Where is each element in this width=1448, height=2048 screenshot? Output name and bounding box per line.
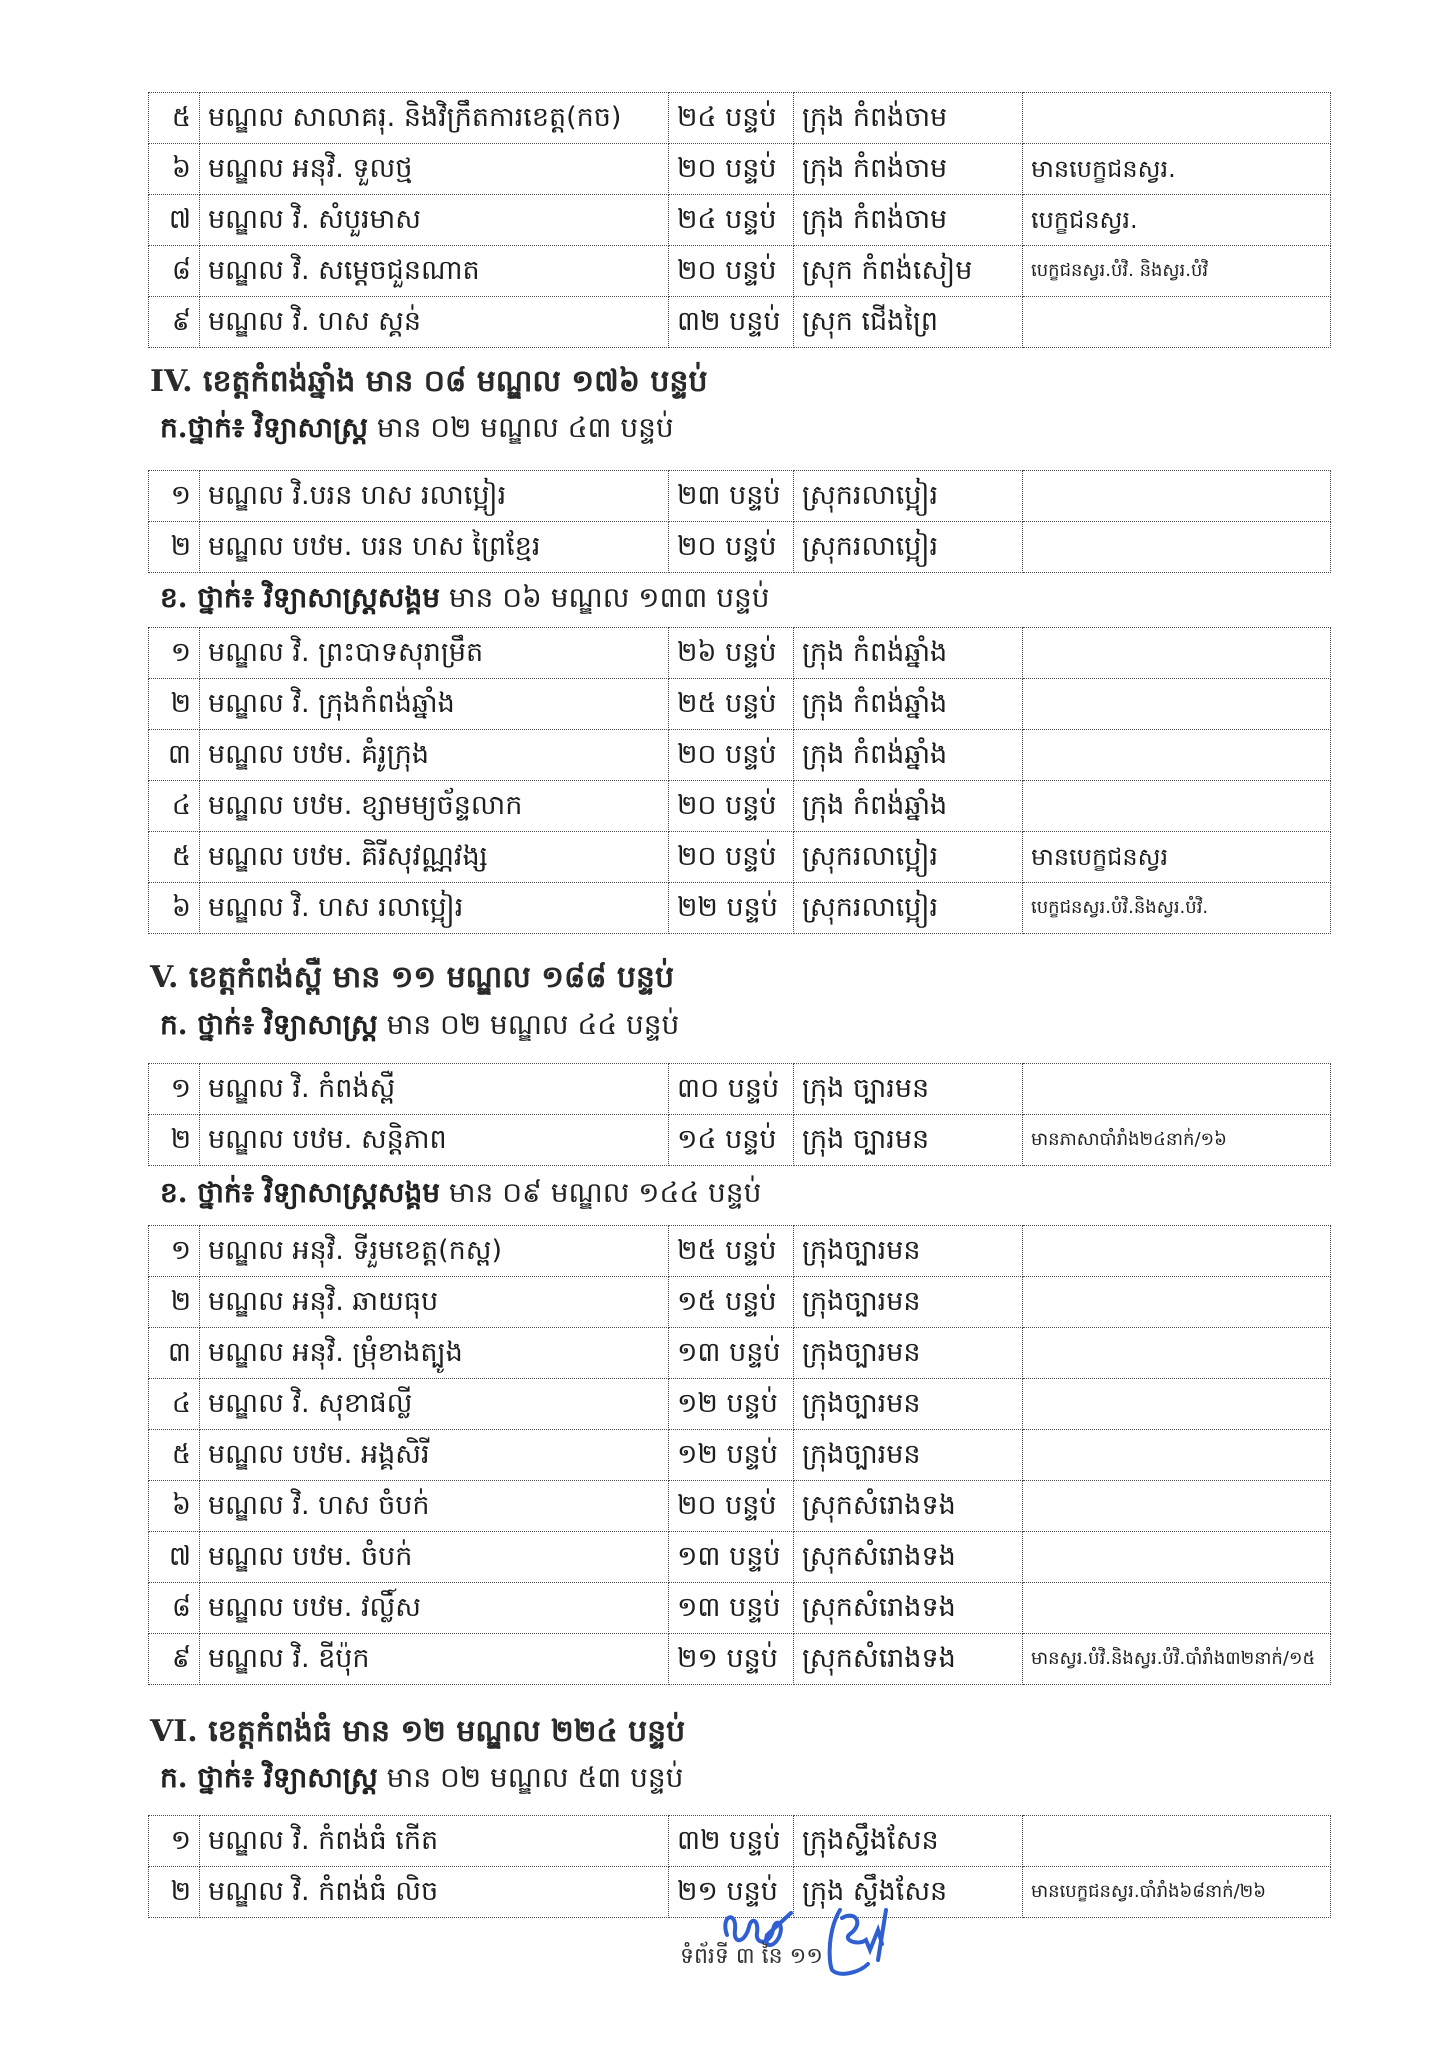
centers-table-kampong-cham bbox=[148, 92, 1331, 348]
location: ស្រុក កំពង់សៀម bbox=[794, 246, 1023, 297]
center-name: មណ្ឌល អនុវិ. ឆាយធុប bbox=[200, 1277, 669, 1328]
row-number: ៣ bbox=[149, 1328, 200, 1379]
row-number: ២ bbox=[149, 679, 200, 730]
center-name: មណ្ឌល វិ. កំពង់ធំ កើត bbox=[200, 1816, 669, 1867]
table-row bbox=[149, 1064, 1331, 1115]
room-count: ១៣ បន្ទប់ bbox=[669, 1583, 794, 1634]
note bbox=[1023, 1328, 1331, 1379]
center-name: មណ្ឌល អនុវិ. ទួលថ្ម bbox=[200, 144, 669, 195]
room-count: ២៤ បន្ទប់ bbox=[669, 93, 794, 144]
subheading-summary: មាន ០២ មណ្ឌល ៤៣ បន្ទប់ bbox=[368, 411, 674, 444]
table-row bbox=[149, 883, 1331, 934]
room-count: ២០ បន្ទប់ bbox=[669, 1481, 794, 1532]
row-number: ៣ bbox=[149, 730, 200, 781]
center-name: មណ្ឌល អនុវិ. ទីរួមខេត្ត(កស្ព) bbox=[200, 1226, 669, 1277]
table-row bbox=[149, 1115, 1331, 1166]
center-name: មណ្ឌល វិ. ព្រះបាទសុរាម្រឹត bbox=[200, 628, 669, 679]
row-number: ៩ bbox=[149, 1634, 200, 1685]
location: ស្រុករលាប្អៀរ bbox=[794, 832, 1023, 883]
room-count: ៣២ បន្ទប់ bbox=[669, 297, 794, 348]
row-number: ១ bbox=[149, 1226, 200, 1277]
room-count: ២០ បន្ទប់ bbox=[669, 144, 794, 195]
row-number: ៩ bbox=[149, 297, 200, 348]
room-count: ២៥ បន្ទប់ bbox=[669, 679, 794, 730]
row-number: ៨ bbox=[149, 1583, 200, 1634]
room-count: ២០ បន្ទប់ bbox=[669, 781, 794, 832]
center-name: មណ្ឌល វិ. ហស រលាប្អៀរ bbox=[200, 883, 669, 934]
centers-table-kampong-chhnang-social bbox=[148, 627, 1331, 934]
subheading-science bbox=[160, 1760, 683, 1801]
table-row bbox=[149, 1328, 1331, 1379]
table-row bbox=[149, 832, 1331, 883]
subheading-social-science bbox=[160, 580, 770, 621]
room-count: ១៣ បន្ទប់ bbox=[669, 1328, 794, 1379]
room-count: ២០ បន្ទប់ bbox=[669, 832, 794, 883]
table-row bbox=[149, 246, 1331, 297]
center-name: មណ្ឌល វិ. កំពង់ធំ លិច bbox=[200, 1867, 669, 1918]
center-name: មណ្ឌល បឋម. គិរីសុវណ្ណវង្ស bbox=[200, 832, 669, 883]
note bbox=[1023, 1277, 1331, 1328]
note bbox=[1023, 1379, 1331, 1430]
room-count: ១៥ បន្ទប់ bbox=[669, 1277, 794, 1328]
location: ស្រុករលាប្អៀរ bbox=[794, 471, 1023, 522]
note bbox=[1023, 1226, 1331, 1277]
note: បេក្ខជនស្វរ.បំវិ. និងស្វរ.បំវិ bbox=[1023, 246, 1331, 297]
subheading-label: ខ. ថ្នាក់៖ វិទ្យាសាស្ត្រសង្គម bbox=[160, 581, 440, 614]
row-number: ១ bbox=[149, 471, 200, 522]
row-number: ៦ bbox=[149, 883, 200, 934]
subheading-summary: មាន ០២ មណ្ឌល ៥៣ បន្ទប់ bbox=[377, 1761, 684, 1794]
subheading-summary: មាន ០២ មណ្ឌល ៤៤ បន្ទប់ bbox=[377, 1008, 680, 1041]
center-name: មណ្ឌល បឋម. វល្លិ៍ស bbox=[200, 1583, 669, 1634]
center-name: មណ្ឌល បឋម. សន្តិភាព bbox=[200, 1115, 669, 1166]
center-name: មណ្ឌល បឋម. បរន ហស ព្រៃខ្មែរ bbox=[200, 522, 669, 573]
table-row bbox=[149, 1583, 1331, 1634]
room-count: ២០ បន្ទប់ bbox=[669, 730, 794, 781]
center-name: មណ្ឌល វិ. ក្រុងកំពង់ឆ្នាំង bbox=[200, 679, 669, 730]
location: ស្រុកសំរោងទង bbox=[794, 1634, 1023, 1685]
signature-initials-right-icon bbox=[820, 1900, 900, 1980]
table-row bbox=[149, 628, 1331, 679]
location: ក្រុង កំពង់ឆ្នាំង bbox=[794, 679, 1023, 730]
note bbox=[1023, 297, 1331, 348]
note bbox=[1023, 522, 1331, 573]
note bbox=[1023, 471, 1331, 522]
note bbox=[1023, 730, 1331, 781]
room-count: ២៦ បន្ទប់ bbox=[669, 628, 794, 679]
room-count: ៣០ បន្ទប់ bbox=[669, 1064, 794, 1115]
note bbox=[1023, 1064, 1331, 1115]
table-row bbox=[149, 1816, 1331, 1867]
location: ក្រុងច្បារមន bbox=[794, 1328, 1023, 1379]
row-number: ៨ bbox=[149, 246, 200, 297]
note: បេក្ខជនស្វរ. bbox=[1023, 195, 1331, 246]
subheading-label: ខ. ថ្នាក់៖ វិទ្យាសាស្ត្រសង្គម bbox=[160, 1176, 440, 1209]
row-number: ៥ bbox=[149, 1430, 200, 1481]
room-count: ១២ បន្ទប់ bbox=[669, 1379, 794, 1430]
room-count: ២០ បន្ទប់ bbox=[669, 246, 794, 297]
location: ស្រុករលាប្អៀរ bbox=[794, 883, 1023, 934]
row-number: ៧ bbox=[149, 195, 200, 246]
center-name: មណ្ឌល វិ. សំបួរមាស bbox=[200, 195, 669, 246]
note: មានបេក្ខជនស្វរ. bbox=[1023, 144, 1331, 195]
location: ក្រុងស្ទឹងសែន bbox=[794, 1816, 1023, 1867]
note: មានបេក្ខជនស្វរ.បាំរាំង៦៨នាក់/២៦ bbox=[1023, 1867, 1331, 1918]
room-count: ២២ បន្ទប់ bbox=[669, 883, 794, 934]
row-number: ៤ bbox=[149, 781, 200, 832]
table-row bbox=[149, 93, 1331, 144]
location: ក្រុង ច្បារមន bbox=[794, 1064, 1023, 1115]
location: ក្រុង កំពង់ចាម bbox=[794, 93, 1023, 144]
section-heading-kampong-speu: V. ខេត្តកំពង់ស្ពឺ មាន ១១ មណ្ឌល ១៨៨ បន្ទប់ bbox=[150, 960, 675, 995]
row-number: ២ bbox=[149, 522, 200, 573]
room-count: ២០ បន្ទប់ bbox=[669, 522, 794, 573]
center-name: មណ្ឌល បឋម. ចំបក់ bbox=[200, 1532, 669, 1583]
note bbox=[1023, 1583, 1331, 1634]
location: ក្រុងច្បារមន bbox=[794, 1430, 1023, 1481]
table-row bbox=[149, 1379, 1331, 1430]
row-number: ៦ bbox=[149, 1481, 200, 1532]
room-count: ១៤ បន្ទប់ bbox=[669, 1115, 794, 1166]
center-name: មណ្ឌល បឋម. អង្គសិរី bbox=[200, 1430, 669, 1481]
table-row bbox=[149, 1532, 1331, 1583]
note: មានភាសាបាំរាំង២៤នាក់/១៦ bbox=[1023, 1115, 1331, 1166]
subheading-summary: មាន ០៦ មណ្ឌល ១៣៣ បន្ទប់ bbox=[440, 581, 770, 614]
table-row bbox=[149, 1481, 1331, 1532]
table-row bbox=[149, 1277, 1331, 1328]
subheading-social-science bbox=[160, 1175, 761, 1216]
location: ក្រុងច្បារមន bbox=[794, 1226, 1023, 1277]
row-number: ៥ bbox=[149, 832, 200, 883]
location: ក្រុង កំពង់ឆ្នាំង bbox=[794, 781, 1023, 832]
center-name: មណ្ឌល អនុវិ. ម្រុំខាងត្បូង bbox=[200, 1328, 669, 1379]
room-count: ២១ បន្ទប់ bbox=[669, 1634, 794, 1685]
note bbox=[1023, 1481, 1331, 1532]
note bbox=[1023, 1430, 1331, 1481]
table-row bbox=[149, 471, 1331, 522]
room-count: ៣២ បន្ទប់ bbox=[669, 1816, 794, 1867]
note: បេក្ខជនស្វរ.បំវិ.និងស្វរ.បំវិ. bbox=[1023, 883, 1331, 934]
table-row bbox=[149, 1634, 1331, 1685]
subheading-label: ក. ថ្នាក់៖ វិទ្យាសាស្ត្រ bbox=[160, 1008, 378, 1041]
note bbox=[1023, 1816, 1331, 1867]
center-name: មណ្ឌល វិ. សុខាផល្លី bbox=[200, 1379, 669, 1430]
subheading-label: ក. ថ្នាក់៖ វិទ្យាសាស្ត្រ bbox=[160, 1761, 378, 1794]
subheading-label: ក.ថ្នាក់៖ វិទ្យាសាស្ត្រ bbox=[160, 411, 369, 444]
center-name: មណ្ឌល បឋម. ខ្សាមម្យច័ន្ទលាក bbox=[200, 781, 669, 832]
table-row bbox=[149, 297, 1331, 348]
row-number: ២ bbox=[149, 1867, 200, 1918]
location: ក្រុងច្បារមន bbox=[794, 1379, 1023, 1430]
note bbox=[1023, 628, 1331, 679]
table-row bbox=[149, 195, 1331, 246]
row-number: ៤ bbox=[149, 1379, 200, 1430]
row-number: ១ bbox=[149, 628, 200, 679]
location: ស្រុករលាប្អៀរ bbox=[794, 522, 1023, 573]
row-number: ៧ bbox=[149, 1532, 200, 1583]
location: ស្រុកសំរោងទង bbox=[794, 1481, 1023, 1532]
table-row bbox=[149, 1430, 1331, 1481]
row-number: ១ bbox=[149, 1064, 200, 1115]
room-count: ១៣ បន្ទប់ bbox=[669, 1532, 794, 1583]
room-count: ២៥ បន្ទប់ bbox=[669, 1226, 794, 1277]
center-name: មណ្ឌល វិ. ហស ចំបក់ bbox=[200, 1481, 669, 1532]
table-row bbox=[149, 1226, 1331, 1277]
note bbox=[1023, 93, 1331, 144]
table-row bbox=[149, 679, 1331, 730]
note bbox=[1023, 781, 1331, 832]
center-name: មណ្ឌល សាលាគរុ. និងវិក្រឹតការខេត្ត(កច) bbox=[200, 93, 669, 144]
location: ស្រុកសំរោងទង bbox=[794, 1583, 1023, 1634]
centers-table-kampong-speu-social bbox=[148, 1225, 1331, 1685]
location: ក្រុង កំពង់ចាម bbox=[794, 195, 1023, 246]
location: ក្រុង ច្បារមន bbox=[794, 1115, 1023, 1166]
note bbox=[1023, 679, 1331, 730]
centers-table-kampong-thom-science bbox=[148, 1815, 1331, 1918]
row-number: ២ bbox=[149, 1115, 200, 1166]
page-number: ទំព័រទី ៣ នៃ ១១ bbox=[680, 1944, 823, 1969]
section-heading-kampong-chhnang: IV. ខេត្តកំពង់ឆ្នាំង មាន ០៨ មណ្ឌល ១៧៦ បន្ទប់ bbox=[150, 364, 708, 399]
centers-table-kampong-chhnang-science bbox=[148, 470, 1331, 573]
subheading-summary: មាន ០៩ មណ្ឌល ១៤៤ បន្ទប់ bbox=[440, 1176, 762, 1209]
location: ស្រុកសំរោងទង bbox=[794, 1532, 1023, 1583]
location: ក្រុង កំពង់ឆ្នាំង bbox=[794, 730, 1023, 781]
row-number: ២ bbox=[149, 1277, 200, 1328]
table-row bbox=[149, 144, 1331, 195]
center-name: មណ្ឌល បឋម. គំរូក្រុង bbox=[200, 730, 669, 781]
subheading-science bbox=[160, 410, 674, 451]
center-name: មណ្ឌល វិ. សម្ដេចជួនណាត bbox=[200, 246, 669, 297]
center-name: មណ្ឌល វិ. ឧីប៉ុក bbox=[200, 1634, 669, 1685]
note: មានបេក្ខជនស្វរ bbox=[1023, 832, 1331, 883]
center-name: មណ្ឌល វិ. ហស ស្គន់ bbox=[200, 297, 669, 348]
location: ស្រុក ជើងព្រៃ bbox=[794, 297, 1023, 348]
table-row bbox=[149, 781, 1331, 832]
subheading-science bbox=[160, 1007, 679, 1048]
location: ក្រុង កំពង់ឆ្នាំង bbox=[794, 628, 1023, 679]
table-row bbox=[149, 522, 1331, 573]
note bbox=[1023, 1532, 1331, 1583]
center-name: មណ្ឌល វិ.បរន ហស រលាប្អៀរ bbox=[200, 471, 669, 522]
row-number: ១ bbox=[149, 1816, 200, 1867]
room-count: ២១ បន្ទប់ bbox=[669, 1867, 794, 1918]
centers-table-kampong-speu-science bbox=[148, 1063, 1331, 1166]
table-row bbox=[149, 730, 1331, 781]
location: ក្រុង ស្ទឹងសែន bbox=[794, 1867, 1023, 1918]
row-number: ៥ bbox=[149, 93, 200, 144]
section-heading-kampong-thom: VI. ខេត្តកំពង់ធំ មាន ១២ មណ្ឌល ២២៤ បន្ទប់ bbox=[150, 1714, 686, 1749]
room-count: ១២ បន្ទប់ bbox=[669, 1430, 794, 1481]
room-count: ២៤ បន្ទប់ bbox=[669, 195, 794, 246]
location: ក្រុងច្បារមន bbox=[794, 1277, 1023, 1328]
room-count: ២៣ បន្ទប់ bbox=[669, 471, 794, 522]
center-name: មណ្ឌល វិ. កំពង់ស្ពឺ bbox=[200, 1064, 669, 1115]
note: មានស្វរ.បំវិ.និងស្វរ.បំវិ.បាំរាំង៣២នាក់/១៥ bbox=[1023, 1634, 1331, 1685]
row-number: ៦ bbox=[149, 144, 200, 195]
location: ក្រុង កំពង់ចាម bbox=[794, 144, 1023, 195]
